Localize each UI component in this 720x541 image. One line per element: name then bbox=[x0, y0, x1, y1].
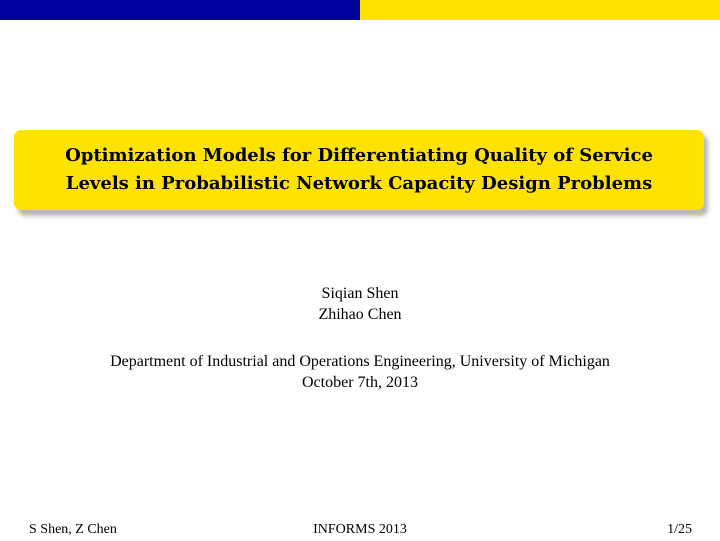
top-bar-left-segment bbox=[0, 0, 360, 20]
title-line-2: Levels in Probabilistic Network Capacity Design Problems bbox=[65, 173, 653, 194]
footer-conference: INFORMS 2013 bbox=[313, 522, 407, 537]
presentation-date: October 7th, 2013 bbox=[302, 374, 418, 391]
authors-block bbox=[0, 283, 720, 325]
slide-footer bbox=[0, 520, 720, 540]
affiliation-block bbox=[0, 351, 720, 393]
affiliation-text: Department of Industrial and Operations Engineering, University of Michigan bbox=[110, 353, 610, 370]
title-box bbox=[14, 130, 704, 210]
top-bar-right-segment bbox=[360, 0, 720, 20]
top-color-bar bbox=[0, 0, 720, 20]
footer-page-number: 1/25 bbox=[667, 522, 692, 537]
author-name: Zhihao Chen bbox=[318, 306, 402, 323]
title-line-1: Optimization Models for Differentiating Quality of Service bbox=[65, 145, 653, 166]
author-name: Siqian Shen bbox=[321, 285, 399, 302]
footer-authors: S Shen, Z Chen bbox=[29, 522, 117, 537]
